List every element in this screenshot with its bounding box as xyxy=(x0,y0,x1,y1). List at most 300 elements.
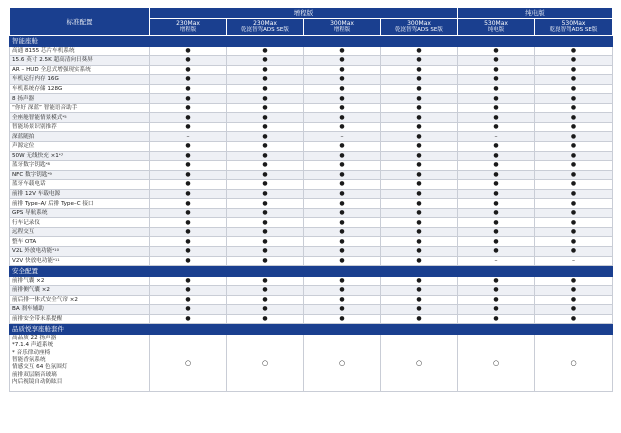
variant-edition: 增程版 xyxy=(333,27,351,33)
variant-header xyxy=(150,19,227,36)
value-cell: ● xyxy=(458,199,535,209)
value-cell: ● xyxy=(150,295,227,305)
variant-name: 530Max xyxy=(561,20,586,27)
value-cell: ● xyxy=(304,246,381,256)
feature-cell xyxy=(10,180,150,190)
feature-cell xyxy=(10,227,150,237)
table-row xyxy=(10,141,613,151)
variant-header xyxy=(458,19,535,36)
value-cell: ● xyxy=(227,199,304,209)
value-cell: ● xyxy=(227,276,304,286)
corner-header: 标准配置 xyxy=(10,8,150,36)
package-feature: * 音乐律动座椅 xyxy=(12,349,51,356)
feature-label: V2L 外放电功能 xyxy=(12,248,53,255)
table-row xyxy=(10,132,613,142)
value-cell: ● xyxy=(535,75,613,85)
value-cell: ● xyxy=(458,46,535,56)
value-cell: ● xyxy=(227,141,304,151)
value-cell: ● xyxy=(381,103,458,113)
value-cell: ● xyxy=(535,189,613,199)
feature-cell xyxy=(10,65,150,75)
value-cell: ● xyxy=(381,122,458,132)
optional-value-cell: ○ xyxy=(535,334,613,391)
feature-label: “你好 深蓝” 智能语音助手 xyxy=(12,105,78,112)
package-feature: 智能香氛系统 xyxy=(12,357,46,364)
value-cell: ● xyxy=(227,227,304,237)
value-cell: ● xyxy=(150,314,227,324)
value-cell: ● xyxy=(150,141,227,151)
value-cell: ● xyxy=(458,218,535,228)
value-cell: ● xyxy=(535,103,613,113)
feature-label: 8 扬声器 xyxy=(12,95,35,102)
value-cell: ● xyxy=(458,122,535,132)
footnote-mark: *5 xyxy=(62,113,67,119)
variant-header xyxy=(304,19,381,36)
value-cell: ● xyxy=(150,208,227,218)
footnote-mark: *8 xyxy=(45,161,50,167)
value-cell: ● xyxy=(535,161,613,171)
value-cell: ● xyxy=(535,122,613,132)
table-row xyxy=(10,218,613,228)
feature-label: 前排气囊 ×2 xyxy=(12,277,45,284)
value-cell: ● xyxy=(381,56,458,66)
value-cell: ● xyxy=(227,56,304,66)
feature-label: 行车记录仪 xyxy=(12,219,40,226)
variant-header xyxy=(535,19,613,36)
value-cell: ● xyxy=(304,56,381,66)
feature-cell xyxy=(10,151,150,161)
feature-label: 整车 OTA xyxy=(12,238,37,245)
feature-cell xyxy=(10,246,150,256)
feature-label: 车机运行内存 16G xyxy=(12,76,59,83)
variant-name: 530Max xyxy=(484,20,508,27)
table-row xyxy=(10,180,613,190)
value-cell: ● xyxy=(304,227,381,237)
section-title: 安全配置 xyxy=(10,266,613,277)
value-cell: ● xyxy=(150,103,227,113)
value-cell: ● xyxy=(458,227,535,237)
value-cell: ● xyxy=(150,227,227,237)
table-row xyxy=(10,103,613,113)
value-cell: ● xyxy=(150,305,227,315)
value-cell: ● xyxy=(227,180,304,190)
value-cell: ● xyxy=(304,65,381,75)
package-feature: 高品质 22 扬声器 xyxy=(12,334,57,341)
value-cell: ● xyxy=(458,286,535,296)
feature-cell xyxy=(10,132,150,142)
value-cell: ● xyxy=(227,113,304,123)
feature-cell xyxy=(10,189,150,199)
value-cell: ● xyxy=(535,180,613,190)
value-cell: ● xyxy=(150,180,227,190)
value-cell: ● xyxy=(304,295,381,305)
feature-label: GPS 导航系统 xyxy=(12,210,48,217)
package-feature: *7.1.4 声道系统 xyxy=(12,342,54,349)
value-cell: – xyxy=(304,132,381,142)
variant-name: 300Max xyxy=(407,20,431,27)
value-cell: – xyxy=(458,256,535,266)
value-cell: ● xyxy=(304,161,381,171)
value-cell: ● xyxy=(227,151,304,161)
value-cell: ● xyxy=(458,170,535,180)
feature-cell xyxy=(10,199,150,209)
value-cell: ● xyxy=(150,286,227,296)
optional-value-cell: ○ xyxy=(381,334,458,391)
value-cell: ● xyxy=(227,65,304,75)
feature-cell xyxy=(10,161,150,171)
value-cell: ● xyxy=(150,256,227,266)
feature-label: 全座舱智能情景模式 xyxy=(12,114,63,121)
value-cell: ● xyxy=(458,180,535,190)
value-cell: ● xyxy=(304,141,381,151)
feature-cell xyxy=(10,170,150,180)
value-cell: ● xyxy=(304,180,381,190)
value-cell: ● xyxy=(458,141,535,151)
value-cell: ● xyxy=(150,237,227,247)
value-cell: ● xyxy=(458,189,535,199)
value-cell: ● xyxy=(381,314,458,324)
value-cell: ● xyxy=(381,65,458,75)
value-cell: ● xyxy=(381,208,458,218)
value-cell: ● xyxy=(227,305,304,315)
feature-label: 蓝牙数字钥匙 xyxy=(12,162,46,169)
table-row xyxy=(10,256,613,266)
feature-cell xyxy=(10,113,150,123)
value-cell: ● xyxy=(458,94,535,104)
value-cell: ● xyxy=(535,56,613,66)
value-cell: ● xyxy=(227,161,304,171)
value-cell: ● xyxy=(535,314,613,324)
table-row xyxy=(10,276,613,286)
value-cell: ● xyxy=(227,295,304,305)
value-cell: ● xyxy=(535,237,613,247)
optional-value-cell: ○ xyxy=(458,334,535,391)
value-cell: ● xyxy=(381,170,458,180)
value-cell: ● xyxy=(535,170,613,180)
table-row xyxy=(10,227,613,237)
value-cell: ● xyxy=(227,208,304,218)
feature-label: 深蓝随拍 xyxy=(12,133,35,140)
variant-name: 300Max xyxy=(330,20,354,27)
value-cell: ● xyxy=(304,199,381,209)
value-cell: ● xyxy=(381,276,458,286)
value-cell: ● xyxy=(150,170,227,180)
value-cell: ● xyxy=(458,208,535,218)
variant-header xyxy=(227,19,304,36)
feature-cell xyxy=(10,141,150,151)
value-cell: ● xyxy=(150,151,227,161)
table-row xyxy=(10,286,613,296)
variant-edition: 乾崑智驾ADS SE版 xyxy=(395,27,443,33)
feature-label: 前排 12V 车载电源 xyxy=(12,190,61,197)
package-feature-list xyxy=(10,334,150,391)
feature-cell xyxy=(10,122,150,132)
variant-name: 230Max xyxy=(253,20,277,27)
value-cell: ● xyxy=(150,113,227,123)
value-cell: ● xyxy=(458,103,535,113)
table-row xyxy=(10,246,613,256)
value-cell: ● xyxy=(150,84,227,94)
value-cell: ● xyxy=(227,122,304,132)
value-cell: ● xyxy=(381,227,458,237)
value-cell: ● xyxy=(150,46,227,56)
value-cell: ● xyxy=(304,170,381,180)
feature-label: 智能场景识别推荐 xyxy=(12,124,57,131)
table-row xyxy=(10,56,613,66)
table-row xyxy=(10,170,613,180)
value-cell: ● xyxy=(535,246,613,256)
table-row xyxy=(10,314,613,324)
value-cell: ● xyxy=(150,161,227,171)
value-cell: ● xyxy=(150,199,227,209)
feature-cell xyxy=(10,276,150,286)
value-cell: ● xyxy=(381,141,458,151)
table-row xyxy=(10,94,613,104)
value-cell: ● xyxy=(150,189,227,199)
value-cell: ● xyxy=(535,113,613,123)
feature-cell xyxy=(10,218,150,228)
package-feature: 内后视镜自动防眩目 xyxy=(12,379,63,386)
table-row xyxy=(10,237,613,247)
value-cell: ● xyxy=(458,237,535,247)
group-header-pure-electric: 纯电版 xyxy=(458,8,613,19)
section-title: 品质悦享座舱套件 xyxy=(10,324,613,335)
value-cell: ● xyxy=(381,286,458,296)
value-cell: ● xyxy=(535,218,613,228)
value-cell: ● xyxy=(304,113,381,123)
value-cell: ● xyxy=(150,276,227,286)
feature-label: 前后排一体式安全气帘 ×2 xyxy=(12,296,78,303)
value-cell: ● xyxy=(304,75,381,85)
value-cell: ● xyxy=(227,170,304,180)
value-cell: ● xyxy=(304,151,381,161)
footnote-mark: *9 xyxy=(47,170,52,176)
section-header-row xyxy=(10,266,613,277)
value-cell: ● xyxy=(535,94,613,104)
feature-label: 前排 Type–A/ 后排 Type–C 接口 xyxy=(12,200,94,207)
table-row xyxy=(10,295,613,305)
feature-cell xyxy=(10,75,150,85)
section-header-row xyxy=(10,324,613,335)
value-cell: ● xyxy=(535,305,613,315)
value-cell: ● xyxy=(535,208,613,218)
value-cell: ● xyxy=(535,84,613,94)
value-cell: ● xyxy=(458,113,535,123)
feature-label: AR – HUD 全息式增强现实系统 xyxy=(12,66,91,73)
value-cell: ● xyxy=(304,84,381,94)
table-row xyxy=(10,46,613,56)
spec-table xyxy=(9,7,613,392)
value-cell: ● xyxy=(304,276,381,286)
value-cell: ● xyxy=(458,75,535,85)
table-row xyxy=(10,75,613,85)
value-cell: ● xyxy=(458,56,535,66)
value-cell: ● xyxy=(304,103,381,113)
feature-cell xyxy=(10,256,150,266)
value-cell: ● xyxy=(381,218,458,228)
variant-edition: 乾崑智驾ADS SE版 xyxy=(241,27,289,33)
table-row xyxy=(10,151,613,161)
value-cell: ● xyxy=(458,246,535,256)
package-row xyxy=(10,334,613,391)
table-row xyxy=(10,305,613,315)
value-cell: ● xyxy=(150,65,227,75)
value-cell: ● xyxy=(381,113,458,123)
feature-label: 高通 8155 芯片车机系统 xyxy=(12,47,75,54)
feature-label: 远程交互 xyxy=(12,229,35,236)
value-cell: ● xyxy=(304,122,381,132)
package-feature: 前排双层隔音玻璃 xyxy=(12,371,57,378)
feature-label: BA 刹车辅助 xyxy=(12,306,44,313)
feature-cell xyxy=(10,208,150,218)
table-row xyxy=(10,199,613,209)
value-cell: ● xyxy=(535,286,613,296)
variant-edition: 乾崑智驾ADS SE版 xyxy=(549,27,598,33)
variant-header xyxy=(381,19,458,36)
table-row xyxy=(10,122,613,132)
value-cell: ● xyxy=(535,141,613,151)
value-cell: ● xyxy=(381,189,458,199)
feature-cell xyxy=(10,305,150,315)
value-cell: ● xyxy=(458,84,535,94)
variant-edition: 增程版 xyxy=(179,27,197,33)
value-cell: ● xyxy=(381,151,458,161)
value-cell: ● xyxy=(458,65,535,75)
feature-label: 50W 无线快充 ×1 xyxy=(12,152,59,159)
feature-cell xyxy=(10,103,150,113)
package-feature: 情感交互 64 色氛围灯 xyxy=(12,364,68,371)
value-cell: – xyxy=(535,256,613,266)
value-cell: ● xyxy=(227,237,304,247)
footnote-mark: *10 xyxy=(52,247,59,253)
value-cell: ● xyxy=(227,256,304,266)
value-cell: ● xyxy=(458,295,535,305)
variant-name: 230Max xyxy=(176,20,200,27)
value-cell: ● xyxy=(381,246,458,256)
value-cell: ● xyxy=(304,256,381,266)
value-cell: ● xyxy=(535,199,613,209)
feature-cell xyxy=(10,295,150,305)
value-cell: ● xyxy=(535,276,613,286)
value-cell: ● xyxy=(304,189,381,199)
feature-label: 声源定位 xyxy=(12,143,35,150)
feature-cell xyxy=(10,286,150,296)
value-cell: ● xyxy=(535,132,613,142)
value-cell: ● xyxy=(227,132,304,142)
value-cell: ● xyxy=(150,122,227,132)
value-cell: ● xyxy=(458,314,535,324)
feature-label: 蓝牙车载电话 xyxy=(12,181,46,188)
value-cell: ● xyxy=(381,132,458,142)
spec-table-container xyxy=(9,7,612,419)
feature-cell xyxy=(10,56,150,66)
value-cell: ● xyxy=(381,180,458,190)
value-cell: ● xyxy=(304,237,381,247)
value-cell: ● xyxy=(535,227,613,237)
feature-cell xyxy=(10,314,150,324)
value-cell: ● xyxy=(150,56,227,66)
value-cell: ● xyxy=(150,246,227,256)
value-cell: ● xyxy=(458,276,535,286)
feature-label: NFC 数字钥匙 xyxy=(12,171,48,178)
value-cell: ● xyxy=(227,84,304,94)
feature-label: 车机系统存储 128G xyxy=(12,85,63,92)
value-cell: ● xyxy=(227,103,304,113)
value-cell: ● xyxy=(150,75,227,85)
value-cell: ● xyxy=(381,75,458,85)
value-cell: ● xyxy=(227,75,304,85)
value-cell: ● xyxy=(227,286,304,296)
value-cell: ● xyxy=(381,237,458,247)
value-cell: ● xyxy=(381,295,458,305)
value-cell: ● xyxy=(458,305,535,315)
value-cell: ● xyxy=(304,46,381,56)
feature-cell xyxy=(10,237,150,247)
table-row xyxy=(10,113,613,123)
value-cell: ● xyxy=(458,151,535,161)
footnote-mark: *11 xyxy=(52,256,60,262)
group-header-range-extender: 增程版 xyxy=(150,8,458,19)
value-cell: ● xyxy=(227,246,304,256)
value-cell: ● xyxy=(381,46,458,56)
value-cell: ● xyxy=(381,199,458,209)
value-cell: ● xyxy=(535,46,613,56)
value-cell: ● xyxy=(304,314,381,324)
value-cell: ● xyxy=(304,286,381,296)
value-cell: ● xyxy=(381,94,458,104)
value-cell: ● xyxy=(304,94,381,104)
value-cell: ● xyxy=(381,84,458,94)
value-cell: ● xyxy=(535,65,613,75)
value-cell: – xyxy=(150,132,227,142)
table-row xyxy=(10,208,613,218)
feature-label: 前排安全带未系提醒 xyxy=(12,316,63,323)
value-cell: ● xyxy=(227,46,304,56)
footnote-mark: *7 xyxy=(58,151,64,157)
value-cell: ● xyxy=(150,218,227,228)
value-cell: – xyxy=(458,132,535,142)
section-title: 智能座舱 xyxy=(10,36,613,47)
feature-cell xyxy=(10,84,150,94)
feature-label: V2V 快放电功能 xyxy=(12,257,53,264)
optional-value-cell: ○ xyxy=(304,334,381,391)
variant-edition: 纯电版 xyxy=(487,27,505,33)
optional-value-cell: ○ xyxy=(227,334,304,391)
table-row xyxy=(10,189,613,199)
value-cell: ● xyxy=(227,218,304,228)
table-row xyxy=(10,65,613,75)
section-header-row xyxy=(10,36,613,47)
feature-label: 15.6 英寸 2.5K 超高清向日葵屏 xyxy=(12,57,93,64)
value-cell: ● xyxy=(381,161,458,171)
table-row xyxy=(10,84,613,94)
feature-cell xyxy=(10,46,150,56)
value-cell: ● xyxy=(535,151,613,161)
feature-label: 前排侧气囊 ×2 xyxy=(12,287,50,294)
value-cell: ● xyxy=(304,218,381,228)
optional-value-cell: ○ xyxy=(150,334,227,391)
value-cell: ● xyxy=(304,305,381,315)
value-cell: ● xyxy=(227,314,304,324)
value-cell: ● xyxy=(535,295,613,305)
value-cell: ● xyxy=(227,94,304,104)
feature-cell xyxy=(10,94,150,104)
table-row xyxy=(10,161,613,171)
value-cell: ● xyxy=(304,208,381,218)
value-cell: ● xyxy=(458,161,535,171)
value-cell: ● xyxy=(227,189,304,199)
value-cell: ● xyxy=(381,305,458,315)
